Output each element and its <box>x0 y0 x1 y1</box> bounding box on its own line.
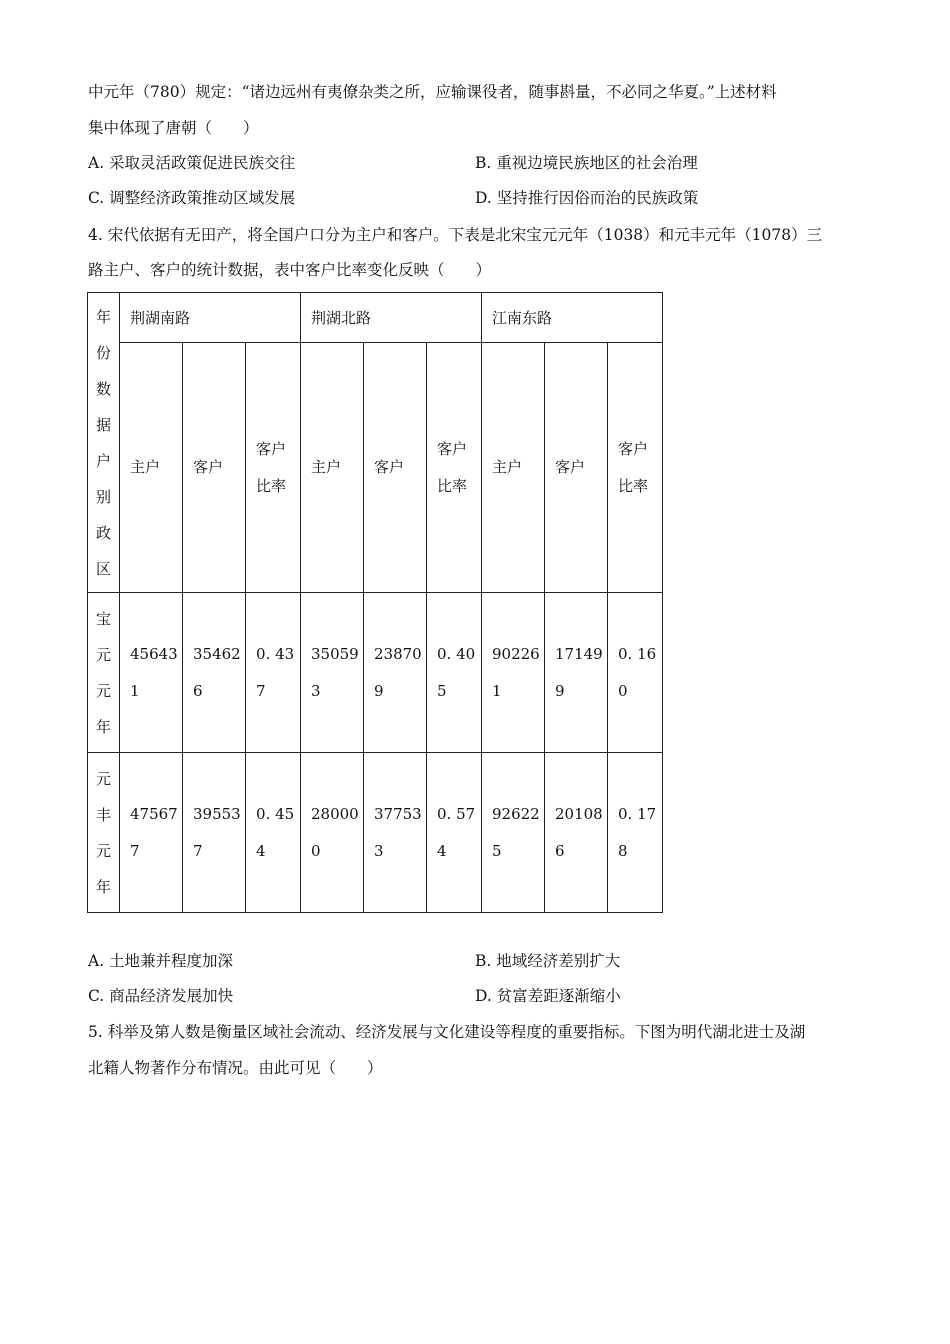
table-cell: 0. 17 8 <box>608 753 663 913</box>
q3-stem-line2: 集中体现了唐朝（ ） <box>88 119 259 137</box>
col-header-ratio: 客户 比率 <box>608 343 663 593</box>
table-corner-header: 年 份 数 据 户 别 政 区 <box>88 293 120 593</box>
table-cell: 35462 6 <box>183 593 246 753</box>
q3-option-a: A. 采取灵活政策促进民族交往 <box>88 154 296 172</box>
q4-option-d: D. 贫富差距逐渐缩小 <box>475 987 621 1005</box>
table-row <box>88 593 663 753</box>
col-header-main: 主户 <box>301 343 364 593</box>
region-header-jinghu-south: 荆湖南路 <box>120 293 301 343</box>
q4-stem-line1: 4. 宋代依据有无田产，将全国户口分为主户和客户。下表是北宋宝元元年（1038）和元丰元年（1078）三 <box>88 226 823 244</box>
table-row <box>88 753 663 913</box>
table-cell: 28000 0 <box>301 753 364 913</box>
row-year-label: 宝 元 元 年 <box>88 593 120 753</box>
table-cell: 23870 9 <box>364 593 427 753</box>
household-statistics-table <box>87 292 663 913</box>
q4-option-b: B. 地域经济差别扩大 <box>475 952 621 970</box>
col-header-guest: 客户 <box>364 343 427 593</box>
q3-option-b: B. 重视边境民族地区的社会治理 <box>475 154 698 172</box>
col-header-guest: 客户 <box>183 343 246 593</box>
table-cell: 0. 43 7 <box>246 593 301 753</box>
row-year-label: 元 丰 元 年 <box>88 753 120 913</box>
q5-stem-line1: 5. 科举及第人数是衡量区域社会流动、经济发展与文化建设等程度的重要指标。下图为明代湖北进士及湖 <box>88 1023 806 1041</box>
q3-option-c: C. 调整经济政策推动区域发展 <box>88 189 296 207</box>
table-cell: 20108 6 <box>545 753 608 913</box>
q4-option-c: C. 商品经济发展加快 <box>88 987 234 1005</box>
col-header-ratio: 客户 比率 <box>246 343 301 593</box>
region-header-jiangnan-east: 江南东路 <box>482 293 663 343</box>
table-cell: 0. 16 0 <box>608 593 663 753</box>
table-cell: 90226 1 <box>482 593 545 753</box>
region-header-jinghu-north: 荆湖北路 <box>301 293 482 343</box>
col-header-main: 主户 <box>120 343 183 593</box>
table-cell: 45643 1 <box>120 593 183 753</box>
table-cell: 37753 3 <box>364 753 427 913</box>
table-cell: 0. 40 5 <box>427 593 482 753</box>
table-cell: 0. 57 4 <box>427 753 482 913</box>
q3-option-d: D. 坚持推行因俗而治的民族政策 <box>475 189 699 207</box>
col-header-ratio: 客户 比率 <box>427 343 482 593</box>
table-cell: 39553 7 <box>183 753 246 913</box>
table-cell: 17149 9 <box>545 593 608 753</box>
table-cell: 47567 7 <box>120 753 183 913</box>
col-header-guest: 客户 <box>545 343 608 593</box>
table-cell: 0. 45 4 <box>246 753 301 913</box>
q4-stem-line2: 路主户、客户的统计数据，表中客户比率变化反映（ ） <box>88 261 492 279</box>
q5-stem-line2: 北籍人物著作分布情况。由此可见（ ） <box>88 1059 383 1077</box>
col-header-main: 主户 <box>482 343 545 593</box>
q3-stem-line1: 中元年（780）规定：“诸边远州有夷僚杂类之所，应输课役者，随事斟量，不必同之华夏。”上述材料 <box>88 83 777 101</box>
table-cell: 92622 5 <box>482 753 545 913</box>
q4-option-a: A. 土地兼并程度加深 <box>88 952 234 970</box>
table-cell: 35059 3 <box>301 593 364 753</box>
